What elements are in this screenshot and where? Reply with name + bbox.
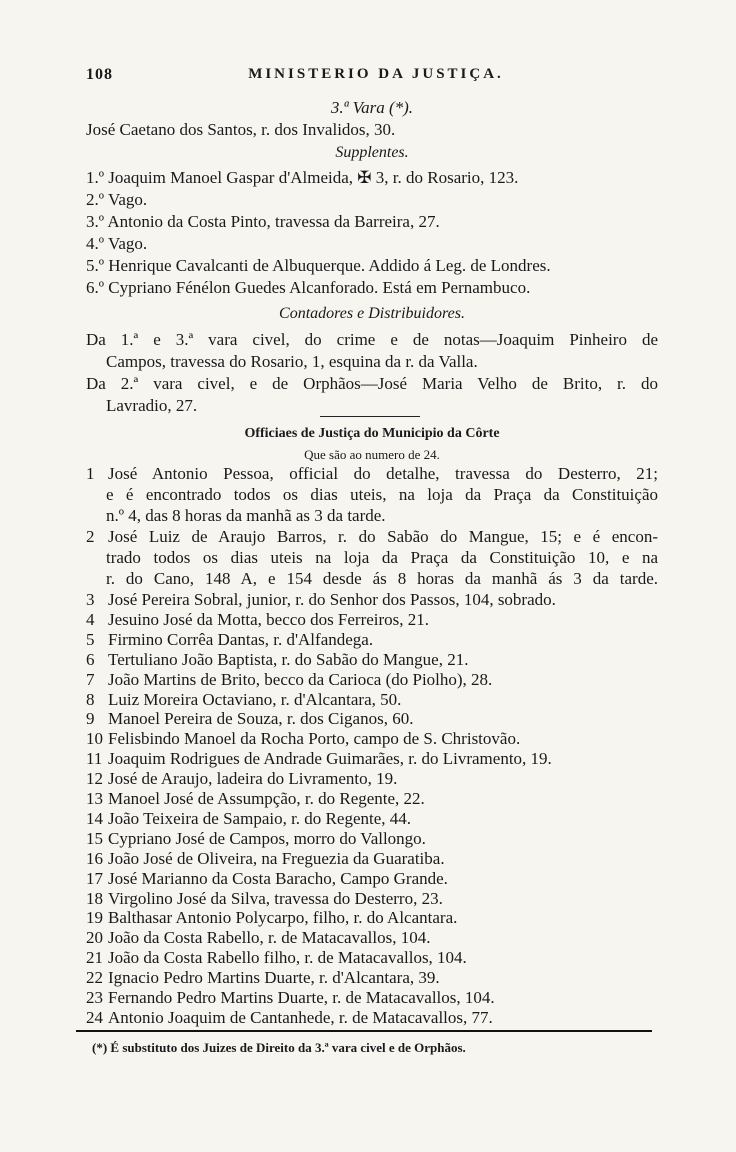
substitute-line: 1.º Joaquim Manoel Gaspar d'Almeida, ✠ 3, r. do Rosario, 123.	[86, 168, 519, 187]
official-entry: 5 Firmino Corrêa Dantas, r. d'Alfandega.	[86, 629, 374, 649]
official-entry: 14 João Teixeira de Sampaio, r. do Regente, 44.	[86, 808, 412, 828]
official-entry: 17 José Marianno da Costa Baracho, Campo Grande.	[86, 868, 448, 888]
official-entry: 11 Joaquim Rodrigues de Andrade Guimarães, r. do Livramento, 19.	[86, 749, 552, 769]
official-entry: 8 Luiz Moreira Octaviano, r. d'Alcantara, 50.	[86, 689, 402, 709]
official-entry: 6 Tertuliano João Baptista, r. do Sabão do Mangue, 21.	[86, 649, 469, 669]
official-entry-line: 2 José Luiz de Araujo Barros, r. do Sabão do Mangue, 15; e é encon-	[86, 527, 658, 546]
entry-number: 1	[86, 464, 95, 483]
vara-judge: José Caetano dos Santos, r. dos Invalidos, 30.	[86, 120, 396, 139]
contador-entry-line: Da 1.ª e 3.ª vara civel, do crime e de notas—Joaquim Pinheiro de	[86, 330, 658, 349]
official-entry: 19 Balthasar Antonio Polycarpo, filho, r. do Alcantara.	[86, 908, 458, 928]
running-title: MINISTERIO DA JUSTIÇA.	[248, 66, 504, 82]
official-entry: 4 Jesuino José da Motta, becco dos Ferreiros, 21.	[86, 609, 430, 629]
official-entry: 24 Antonio Joaquim de Cantanhede, r. de Matacavallos, 77.	[86, 1008, 493, 1027]
footnote: (*) É substituto dos Juizes de Direito da 3.ª vara civel e de Orphãos.	[92, 1040, 466, 1055]
officiaes-subheading: Que são ao numero de 24.	[304, 447, 440, 462]
official-entry: 10 Felisbindo Manoel da Rocha Porto, campo de S. Christovão.	[86, 729, 521, 749]
official-entry: 20 João da Costa Rabello, r. de Matacavallos, 104.	[86, 928, 431, 948]
substitute-line: 4.º Vago.	[86, 234, 148, 253]
contadores-heading: Contadores e Distribuidores.	[279, 305, 465, 322]
official-entry-line: 1 José Antonio Pessoa, official do detalhe, travessa do Desterro, 21;	[86, 464, 658, 483]
officiaes-heading: Officiaes de Justiça do Municipio da Côrte	[244, 426, 500, 441]
official-entry: 23 Fernando Pedro Martins Duarte, r. de Matacavallos, 104.	[86, 988, 495, 1008]
contador-entry-line: Da 2.ª vara civel, e de Orphãos—José Maria Velho de Brito, r. do	[86, 374, 658, 393]
entry-number: 2	[86, 527, 95, 546]
official-entry: 9 Manoel Pereira de Souza, r. dos Ciganos, 60.	[86, 709, 414, 729]
footnote-rule	[76, 1030, 652, 1032]
official-entry: 12 José de Araujo, ladeira do Livramento, 19.	[86, 769, 398, 789]
official-entry-line: trado todos os dias uteis na loja da Praça da Constituição 10, e na	[106, 548, 658, 567]
substitute-line: 5.º Henrique Cavalcanti de Albuquerque. Addido á Leg. de Londres.	[86, 256, 551, 275]
official-entry: 16 João José de Oliveira, na Freguezia da Guaratiba.	[86, 848, 445, 868]
contador-entry-line: Campos, travessa do Rosario, 1, esquina da r. da Valla.	[106, 352, 478, 371]
official-entry: 7 João Martins de Brito, becco da Carioca (do Piolho), 28.	[86, 669, 493, 689]
official-entry: 21 João da Costa Rabello filho, r. de Matacavallos, 104.	[86, 948, 467, 968]
page-header	[86, 66, 666, 88]
contador-entry-line: Lavradio, 27.	[106, 396, 198, 415]
section-divider	[320, 416, 420, 417]
official-entry: 15 Cypriano José de Campos, morro do Vallongo.	[86, 828, 426, 848]
official-entry: 22 Ignacio Pedro Martins Duarte, r. d'Alcantara, 39.	[86, 968, 440, 988]
substitute-line: 3.º Antonio da Costa Pinto, travessa da Barreira, 27.	[86, 212, 440, 231]
official-entry-line: n.º 4, das 8 horas da manhã as 3 da tarde.	[106, 506, 386, 525]
official-entry: 3 José Pereira Sobral, junior, r. do Senhor dos Passos, 104, sobrado.	[86, 590, 556, 609]
official-entry-line: e é encontrado todos os dias uteis, na loja da Praça da Constituição	[106, 485, 658, 504]
official-entry: 13 Manoel José de Assumpção, r. do Regente, 22.	[86, 789, 425, 809]
substitute-line: 6.º Cypriano Fénélon Guedes Alcanforado. Está em Pernambuco.	[86, 278, 531, 297]
official-entry: 18 Virgolino José da Silva, travessa do Desterro, 23.	[86, 888, 443, 908]
substitute-line: 2.º Vago.	[86, 190, 148, 209]
official-entry-line: r. do Cano, 148 A, e 154 desde ás 8 horas da manhã ás 3 da tarde.	[106, 569, 658, 588]
vara-heading: 3.ª Vara (*).	[330, 98, 414, 117]
page-number: 108	[86, 66, 113, 83]
substitutes-heading: Supplentes.	[335, 144, 409, 161]
